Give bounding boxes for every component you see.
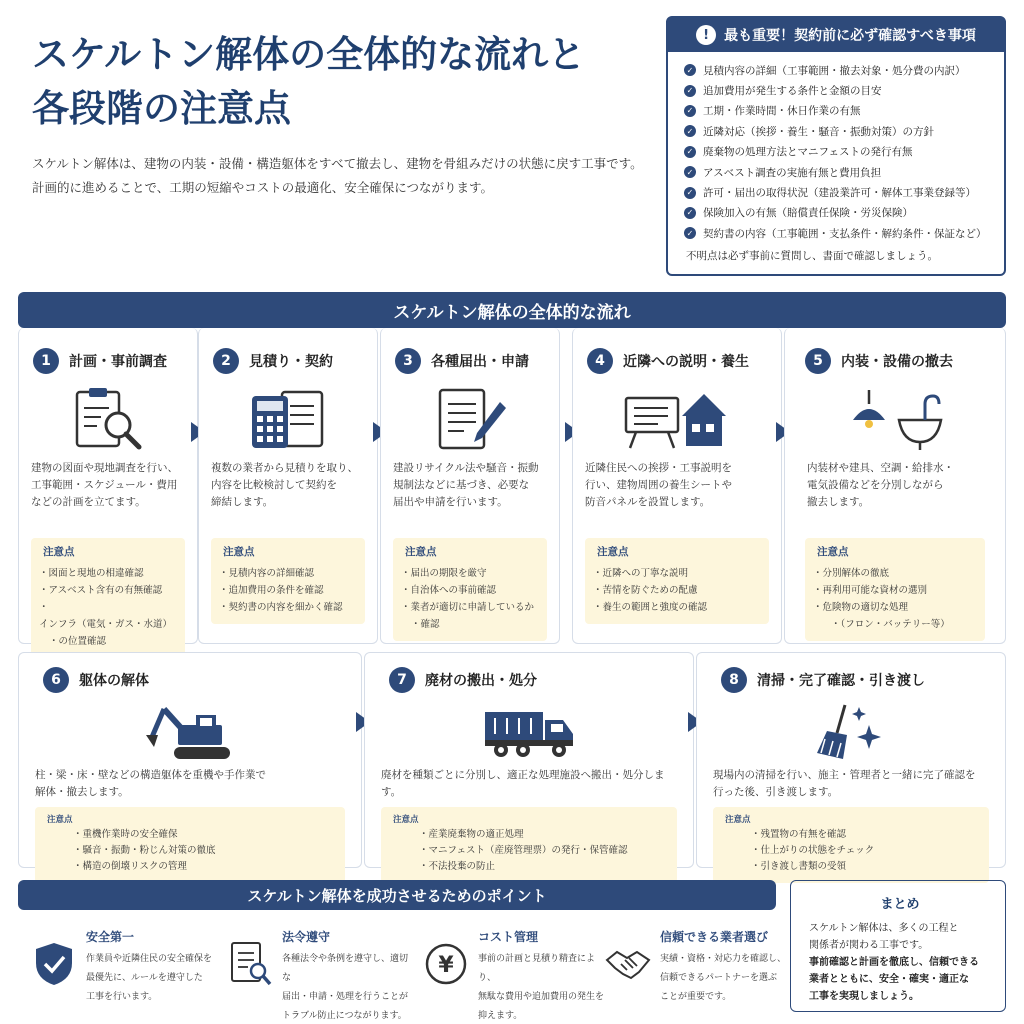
step-card-4 (572, 328, 782, 644)
step-number: 1 (33, 348, 59, 374)
checklist-item (684, 223, 992, 243)
point-vendor (596, 920, 792, 1016)
caution-label: 注意点 (43, 546, 75, 558)
caution-item: ・ マニフェスト（産廃管理票）の発行・保管確認 (389, 843, 669, 859)
desc-line: 各種法令や条例を遵守し、適切な (282, 954, 409, 983)
step-description (573, 460, 781, 538)
check-icon: ✓ (684, 125, 696, 137)
checklist-item-text: アスベスト調査の実施有無と費用負担 (703, 166, 882, 179)
document-pen-icon (381, 378, 559, 460)
step-description (199, 460, 377, 538)
desc-line: 建設リサイクル法や騒音・振動 (393, 462, 539, 474)
desc-line: 内容を比較検討して契約を (211, 479, 337, 491)
step-header (785, 328, 1005, 378)
caution-item: ・ 構造の倒壊リスクの管理 (43, 859, 337, 875)
check-icon: ✓ (684, 105, 696, 117)
caution-box (211, 538, 365, 624)
caution-item: ・ 残置物の有無を確認 (721, 827, 981, 843)
caution-item: ・ 再利用可能な資材の選別 (813, 582, 977, 599)
checklist-item-text: 近隣対応（挨拶・養生・騒音・振動対策）の方針 (703, 125, 934, 138)
step-title: 近隣への説明・養生 (623, 354, 749, 370)
caution-item: ・ 騒音・振動・粉じん対策の徹底 (43, 843, 337, 859)
step-header (697, 653, 1005, 697)
broom-sparkle-icon (697, 697, 1005, 767)
flow-row-1 (18, 328, 1006, 647)
caution-label: 注意点 (817, 546, 849, 558)
desc-line: 行い、建物周囲の養生シートや (585, 479, 732, 491)
summary-text (809, 920, 991, 1005)
signboard-house-icon (573, 378, 781, 460)
check-icon: ✓ (684, 187, 696, 199)
yen-symbol: ¥ (438, 953, 454, 978)
clipboard-magnifier-icon (19, 378, 197, 460)
step-card-5 (784, 328, 1006, 644)
step-description (19, 767, 361, 807)
checklist-item (684, 203, 992, 223)
step-description (697, 767, 1005, 807)
checklist-item (684, 121, 992, 141)
caution-item: ・ 図面と現地の相違確認 (39, 565, 177, 582)
summary-line: 事前確認と計画を徹底し、信頼できる (809, 957, 979, 968)
desc-line: 無駄な費用や追加費用の発生を (478, 992, 605, 1002)
step-card-1 (18, 328, 198, 647)
checklist-items (668, 52, 1004, 244)
point-title: 信頼できる業者選び (660, 930, 769, 944)
calculator-document-icon (199, 378, 377, 460)
caution-box (35, 807, 345, 883)
point-title: 法令遵守 (282, 930, 331, 944)
check-icon: ✓ (684, 227, 696, 239)
caution-item: ・ 自治体への事前確認 (401, 582, 539, 599)
desc-line: 防音パネルを設置します。 (585, 496, 711, 508)
step-description (381, 460, 559, 538)
check-icon: ✓ (684, 64, 696, 76)
caution-label: 注意点 (725, 815, 751, 825)
step-header (573, 328, 781, 378)
point-title: コスト管理 (478, 930, 539, 944)
shield-check-icon (30, 938, 78, 990)
caution-box (393, 538, 547, 641)
checklist-title: 最も重要！契約前に必ず確認すべき事項 (724, 28, 976, 44)
desc-line: 規制法などに基づき、必要な (393, 479, 530, 491)
checklist-item (684, 142, 992, 162)
desc-line: 最優先に、ルールを遵守した (86, 973, 203, 983)
step-title: 躯体の解体 (79, 673, 149, 689)
title-line: スケルトン解体の全体的な流れと (32, 33, 586, 76)
desc-line: 作業員や近隣住民の安全確保を (86, 954, 213, 964)
checklist-header (668, 18, 1004, 52)
point-title: 安全第一 (86, 930, 135, 944)
step-number: 4 (587, 348, 613, 374)
caution-box (31, 538, 185, 658)
summary-line: 関係者が関わる工事です。 (809, 940, 929, 951)
step-card-3 (380, 328, 560, 644)
desc-line: 届出や申請を行います。 (393, 496, 508, 508)
step-number: 2 (213, 348, 239, 374)
desc-line: などの計画を立てます。 (31, 496, 146, 508)
caution-item: ・ （フロン・バッテリー等） (813, 616, 977, 633)
caution-item: ・ の位置確認 (39, 633, 177, 650)
desc-line: 近隣住民への挨拶・工事説明を (585, 462, 732, 474)
caution-item: ・ 追加費用の条件を確認 (219, 582, 357, 599)
desc-line: 解体・撤去します。 (35, 786, 129, 798)
checklist-item (684, 182, 992, 202)
desc-line: 柱・梁・床・壁などの構造躯体を重機や手作業で (35, 769, 266, 781)
step-description (365, 767, 693, 807)
caution-item: ・ 届出の期限を厳守 (401, 565, 539, 582)
desc-line: 電気設備などを分別しながら (807, 479, 944, 491)
caution-box (805, 538, 985, 641)
dump-truck-icon (365, 697, 693, 767)
step-card-6 (18, 652, 362, 872)
desc-line: 事前の計画と見積り精査により、 (478, 954, 596, 983)
checklist-note: 不明点は必ず事前に質問し、書面で確認しましょう。 (686, 249, 938, 262)
desc-line: 実績・資格・対応力を確認し、 (660, 954, 787, 964)
flow-banner: スケルトン解体の全体的な流れ (18, 292, 1006, 328)
desc-line: ことが重要です。 (660, 992, 732, 1002)
step-title: 廃材の搬出・処分 (425, 673, 537, 689)
step-title: 見積り・契約 (249, 354, 333, 370)
intro-line: スケルトン解体は、建物の内装・設備・構造躯体をすべて撤去し、建物を骨組みだけの状態に戻す工事です。 (32, 156, 643, 171)
step-description (785, 460, 1005, 538)
caution-item: ・ 見積内容の詳細確認 (219, 565, 357, 582)
checklist-item (684, 162, 992, 182)
lamp-sink-icon (785, 378, 1005, 460)
checklist-item (684, 60, 992, 80)
step-header (365, 653, 693, 697)
handshake-icon (604, 938, 652, 990)
caution-item: ・ 危険物の適切な処理 (813, 599, 977, 616)
caution-item: ・ 確認 (401, 616, 539, 633)
caution-item: ・ 産業廃棄物の適正処理 (389, 827, 669, 843)
checklist-item-text: 保険加入の有無（賠償責任保険・労災保険） (703, 207, 913, 220)
checklist-item-text: 許可・届出の取得状況（建設業許可・解体工事業登録等） (703, 187, 976, 200)
step-header (199, 328, 377, 378)
checklist-item (684, 80, 992, 100)
check-icon: ✓ (684, 146, 696, 158)
desc-line: 廃材を種類ごとに分別し、適正な処理施設へ搬出・処分します。 (381, 769, 665, 798)
point-safety (22, 920, 218, 1016)
step-header (19, 328, 197, 378)
desc-line: 行った後、引き渡します。 (713, 786, 839, 798)
checklist-item-text: 工期・作業時間・休日作業の有無 (703, 105, 861, 118)
desc-line: トラブル防止につながります。 (282, 1011, 407, 1021)
desc-line: 内装材や建具、空調・給排水・ (807, 462, 954, 474)
summary-line: スケルトン解体は、多くの工程と (809, 923, 959, 934)
step-header (381, 328, 559, 378)
caution-item: ・ 近隣への丁寧な説明 (593, 565, 761, 582)
desc-line: 複数の業者から見積りを取り、 (211, 462, 358, 474)
point-description (660, 950, 792, 1007)
checklist-item-text: 見積内容の詳細（工事範囲・撤去対象・処分費の内訳） (703, 64, 966, 77)
caution-item: ・ インフラ（電気・ガス・水道） (39, 599, 177, 633)
desc-line: 現場内の清掃を行い、施主・管理者と一緒に完了確認を (713, 769, 976, 781)
caution-label: 注意点 (223, 546, 255, 558)
step-title: 各種届出・申請 (431, 354, 529, 370)
caution-label: 注意点 (405, 546, 437, 558)
caution-item: ・ 不法投棄の防止 (389, 859, 669, 875)
caution-label: 注意点 (47, 815, 73, 825)
caution-item: ・ 契約書の内容を細かく確認 (219, 599, 357, 616)
desc-line: 撤去します。 (807, 496, 870, 508)
caution-item: ・ 引き渡し書類の受領 (721, 859, 981, 875)
exclamation-icon: ! (696, 25, 716, 45)
caution-item: ・ 分別解体の徹底 (813, 565, 977, 582)
summary-line: 工事を実現しましょう。 (809, 991, 919, 1002)
check-icon: ✓ (684, 207, 696, 219)
point-cost (414, 920, 610, 1021)
caution-item: ・ 業者が適切に申請しているか (401, 599, 539, 616)
point-compliance (218, 920, 414, 1021)
step-card-8 (696, 652, 1006, 872)
yen-coin-icon (422, 938, 470, 990)
caution-label: 注意点 (393, 815, 419, 825)
step-number: 7 (389, 667, 415, 693)
check-icon: ✓ (684, 166, 696, 178)
points-banner: スケルトン解体を成功させるためのポイント (18, 880, 776, 910)
step-number: 6 (43, 667, 69, 693)
desc-line: 工事範囲・スケジュール・費用 (31, 479, 178, 491)
desc-line: 建物の図面や現地調査を行い、 (31, 462, 178, 474)
check-icon: ✓ (684, 85, 696, 97)
desc-line: 抑えます。 (478, 1011, 523, 1021)
checklist-item (684, 101, 992, 121)
step-title: 計画・事前調査 (69, 354, 167, 370)
desc-line: 工事を行います。 (86, 992, 158, 1002)
step-title: 清掃・完了確認・引き渡し (757, 673, 925, 689)
summary-line: 業者とともに、安全・確実・適正な (809, 974, 969, 985)
step-number: 8 (721, 667, 747, 693)
point-description (478, 950, 610, 1024)
summary-box (790, 880, 1006, 1012)
step-card-2 (198, 328, 378, 644)
pre-contract-checklist (666, 16, 1006, 276)
checklist-item-text: 廃棄物の処理方法とマニフェストの発行有無 (703, 146, 913, 159)
point-description (282, 950, 414, 1024)
point-description (86, 950, 218, 1007)
caution-item: ・ アスベスト含有の有無確認 (39, 582, 177, 599)
excavator-icon (19, 697, 361, 767)
intro-text (32, 152, 652, 200)
caution-item: ・ 養生の範囲と強度の確認 (593, 599, 761, 616)
checklist-item-text: 契約書の内容（工事範囲・支払条件・解約条件・保証など） (703, 227, 987, 240)
caution-label: 注意点 (597, 546, 629, 558)
step-number: 5 (805, 348, 831, 374)
caution-box (585, 538, 769, 624)
caution-item: ・ 仕上がりの状態をチェック (721, 843, 981, 859)
step-description (19, 460, 197, 538)
step-title: 内装・設備の撤去 (841, 354, 953, 370)
caution-item: ・ 重機作業時の安全確保 (43, 827, 337, 843)
checklist-item-text: 追加費用が発生する条件と金額の目安 (703, 85, 882, 98)
step-card-7 (364, 652, 694, 872)
step-header (19, 653, 361, 697)
desc-line: 届出・申請・処理を行うことが (282, 992, 409, 1002)
step-number: 3 (395, 348, 421, 374)
summary-title: まとめ (880, 897, 920, 912)
desc-line: 締結します。 (211, 496, 274, 508)
caution-box (713, 807, 989, 883)
caution-item: ・ 苦情を防ぐための配慮 (593, 582, 761, 599)
page-title (32, 28, 652, 136)
intro-line: 計画的に進めることで、工期の短縮やコストの最適化、安全確保につながります。 (32, 180, 494, 195)
document-search-icon (226, 938, 274, 990)
caution-box (381, 807, 677, 883)
desc-line: 信頼できるパートナーを選ぶ (660, 973, 778, 983)
title-line: 各段階の注意点 (32, 87, 291, 130)
